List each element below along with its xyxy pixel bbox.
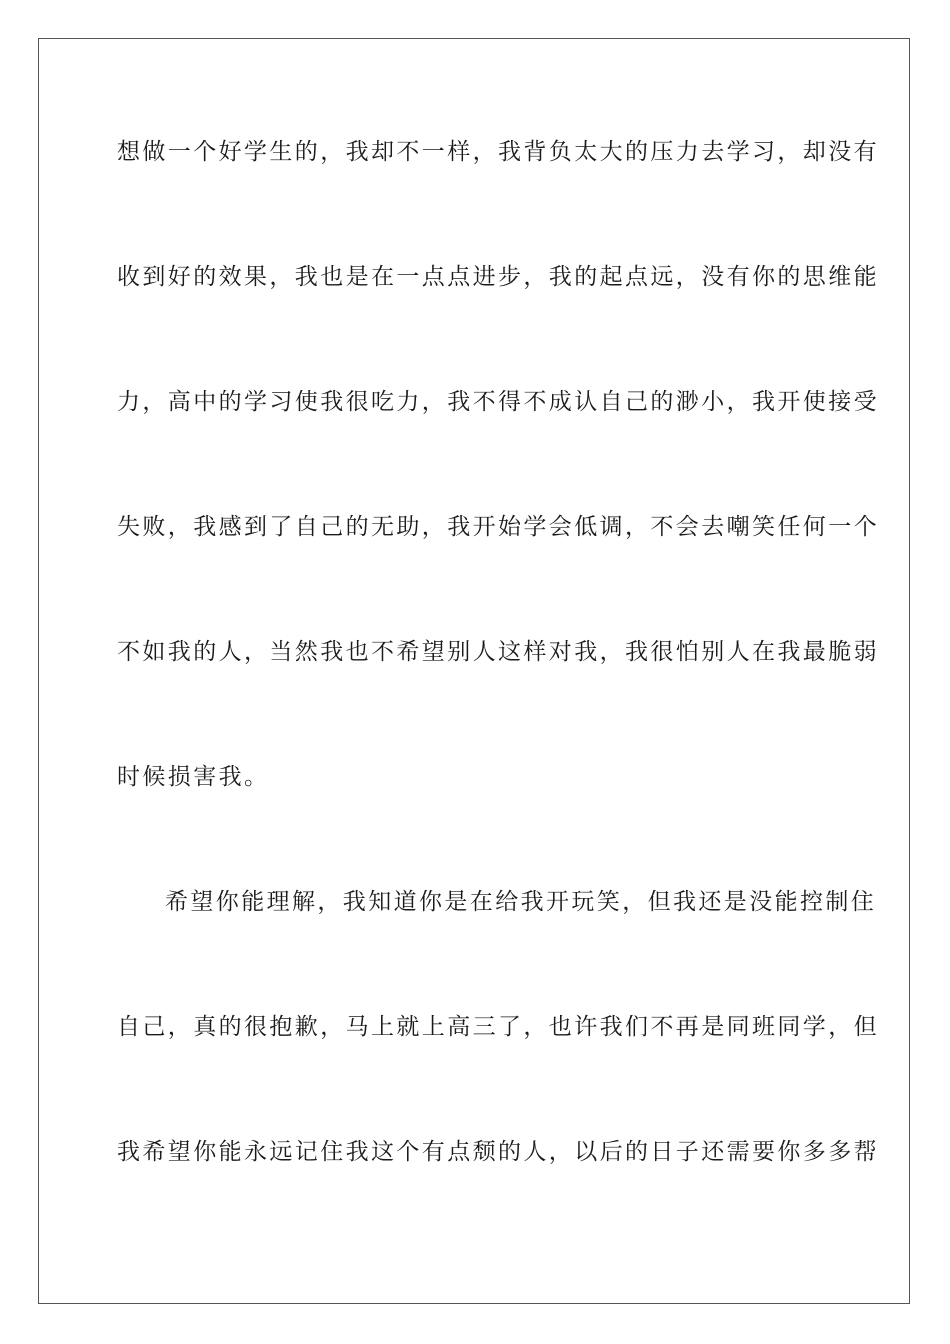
text-line: 收到好的效果，我也是在一点点进步，我的起点远，没有你的思维能 bbox=[117, 264, 879, 290]
text-line: 时候损害我。 bbox=[117, 764, 270, 790]
text-line: 不如我的人，当然我也不希望别人这样对我，我很怕别人在我最脆弱 bbox=[117, 639, 879, 665]
text-line: 力，高中的学习使我很吃力，我不得不成认自己的渺小，我开使接受 bbox=[117, 389, 879, 415]
document-body bbox=[117, 130, 879, 1255]
text-line: 我希望你能永远记住我这个有点颓的人，以后的日子还需要你多多帮 bbox=[117, 1139, 879, 1165]
text-line: 失败，我感到了自己的无助，我开始学会低调，不会去嘲笑任何一个 bbox=[117, 514, 879, 540]
text-line: 想做一个好学生的，我却不一样，我背负太大的压力去学习，却没有 bbox=[117, 139, 879, 165]
text-line: 自己，真的很抱歉，马上就上高三了，也许我们不再是同班同学，但 bbox=[117, 1014, 879, 1040]
paragraph-start-line: 希望你能理解，我知道你是在给我开玩笑，但我还是没能控制住 bbox=[165, 889, 877, 915]
